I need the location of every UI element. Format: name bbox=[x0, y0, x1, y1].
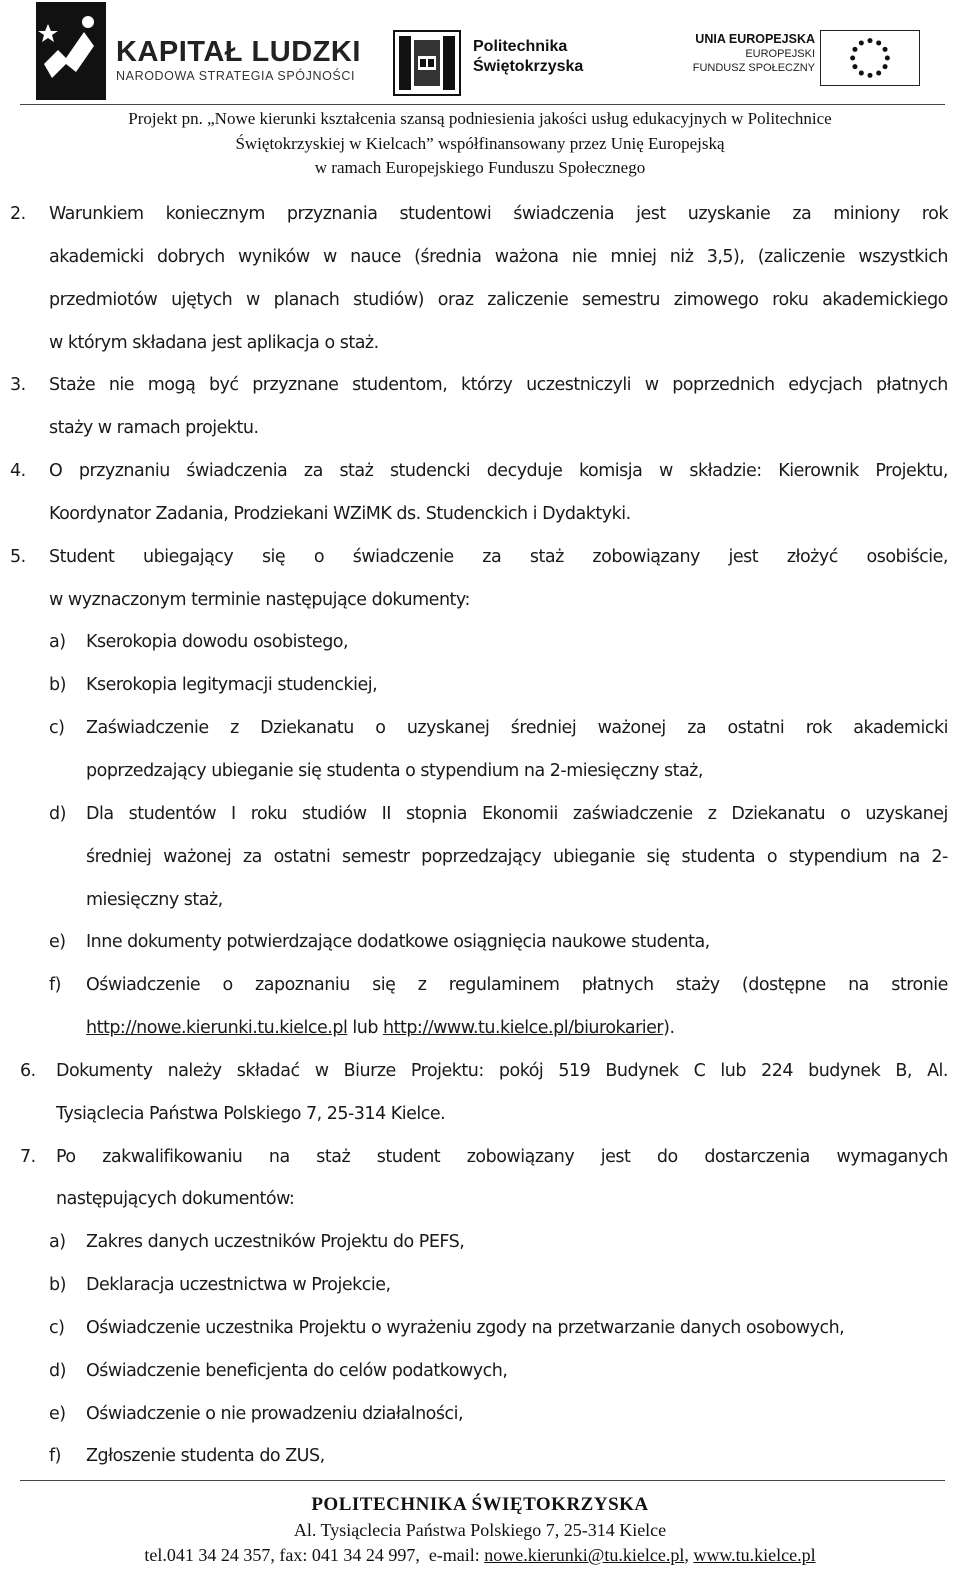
paragraph-5-item-c-line-1 bbox=[0, 709, 960, 752]
paragraph-7-text-2: następujących dokumentów: bbox=[56, 1189, 295, 1210]
item-text: miesięczny staż, bbox=[86, 889, 223, 910]
link-end: ). bbox=[663, 1018, 675, 1039]
kapital-ludzki-title: KAPITAŁ LUDZKI bbox=[116, 36, 361, 68]
paragraph-2-line-4 bbox=[0, 324, 960, 367]
kapital-ludzki-subtitle: NARODOWA STRATEGIA SPÓJNOŚCI bbox=[116, 69, 356, 83]
paragraph-5-item-f-line-1 bbox=[0, 966, 960, 1009]
paragraph-2-text-2: akademicki dobrych wyników w nauce (średnia ważona nie mniej niż 3,5), (zaliczenie wszystkich bbox=[49, 246, 948, 267]
paragraph-5-item-b bbox=[0, 666, 960, 709]
paragraph-5-item-d-line-2 bbox=[0, 838, 960, 881]
project-line-1: Projekt pn. „Nowe kierunki kształcenia szansą podniesienia jakości usług edukacyjnych w Politechnice bbox=[128, 109, 832, 128]
paragraph-3-line-1 bbox=[0, 366, 960, 409]
paragraph-7-item-e bbox=[0, 1395, 960, 1438]
footer-institution: POLITECHNIKA ŚWIĘTOKRZYSKA bbox=[311, 1494, 649, 1515]
paragraph-6-line-2 bbox=[0, 1095, 960, 1138]
paragraph-5-item-c-line-2 bbox=[0, 752, 960, 795]
item-label: d) bbox=[49, 1360, 66, 1381]
item-text: Oświadczenie uczestnika Projektu o wyrażeniu zgody na przetwarzanie danych osobowych, bbox=[86, 1317, 845, 1338]
politechnika-name-line2: Świętokrzyska bbox=[473, 58, 584, 75]
paragraph-4-line-2 bbox=[0, 495, 960, 538]
paragraph-4-line-1 bbox=[0, 452, 960, 495]
paragraph-5-text-2: w wyznaczonym terminie następujące dokumenty: bbox=[49, 589, 470, 610]
item-text: Kserokopia dowodu osobistego, bbox=[86, 632, 349, 653]
item-text: Zakres danych uczestników Projektu do PEFS, bbox=[86, 1232, 465, 1253]
item-label: c) bbox=[49, 1317, 65, 1338]
eu-flag-icon bbox=[820, 30, 920, 86]
item-label: a) bbox=[49, 1232, 66, 1253]
paragraph-6-text-2: Tysiąclecia Państwa Polskiego 7, 25-314 Kielce. bbox=[56, 1103, 446, 1124]
header-divider bbox=[20, 104, 945, 105]
paragraph-5-item-d-line-3 bbox=[0, 881, 960, 924]
item-label: d) bbox=[49, 803, 66, 824]
paragraph-2-text-1: Warunkiem koniecznym przyznania studentowi świadczenia jest uzyskanie za miniony rok bbox=[49, 204, 948, 224]
paragraph-5-item-f-line-2 bbox=[0, 1009, 960, 1052]
biuro-karier-link[interactable]: http://www.tu.kielce.pl/biurokarier bbox=[383, 1018, 664, 1039]
item-text: Dla studentów I roku studiów II stopnia Ekonomii zaświadczenie z Dziekanatu o uzyskanej bbox=[86, 803, 948, 824]
item-text: Oświadczenie o nie prowadzeniu działalności, bbox=[86, 1403, 464, 1424]
politechnika-name-line1: Politechnika bbox=[473, 38, 568, 55]
item-text: Kserokopia legitymacji studenckiej, bbox=[86, 675, 378, 696]
item-text: poprzedzający ubieganie się studenta o stypendium na 2-miesięczny staż, bbox=[86, 760, 703, 781]
paragraph-7-text-1: Po zakwalifikowaniu na staż student zobowiązany jest do dostarczenia wymaganych bbox=[56, 1146, 948, 1167]
paragraph-5-item-d-line-1 bbox=[0, 795, 960, 838]
item-label: c) bbox=[49, 718, 65, 739]
paragraph-6-text-1: Dokumenty należy składać w Biurze Projektu: pokój 519 Budynek C lub 224 budynek B, Al. bbox=[56, 1060, 948, 1081]
eu-line2: EUROPEJSKI bbox=[745, 48, 815, 60]
project-line-3: w ramach Europejskiego Funduszu Społecznego bbox=[314, 158, 646, 177]
paragraph-7-number: 7. bbox=[20, 1146, 36, 1167]
item-label: a) bbox=[49, 632, 66, 653]
footer bbox=[0, 1492, 960, 1568]
paragraph-5-item-a bbox=[0, 623, 960, 666]
politechnika-emblem-icon bbox=[393, 30, 461, 96]
kapital-ludzki-emblem-icon bbox=[36, 2, 106, 100]
politechnika-logo bbox=[393, 30, 613, 96]
header-logos bbox=[0, 0, 960, 104]
paragraph-3-line-2 bbox=[0, 409, 960, 452]
kapital-ludzki-logo bbox=[36, 2, 361, 100]
paragraph-2-number: 2. bbox=[10, 204, 26, 224]
paragraph-3-number: 3. bbox=[10, 375, 26, 396]
paragraph-7-item-a bbox=[0, 1223, 960, 1266]
paragraph-5-line-2 bbox=[0, 581, 960, 624]
item-label: e) bbox=[49, 1403, 66, 1424]
item-label: f) bbox=[49, 975, 61, 996]
paragraph-5-text-1: Student ubiegający się o świadczenie za staż zobowiązany jest złożyć osobiście, bbox=[49, 546, 948, 567]
item-text: średniej ważonej za ostatni semestr poprzedzający ubieganie się studenta o stypendium na 2- bbox=[86, 846, 948, 867]
paragraph-2-line-1 bbox=[0, 195, 960, 238]
eu-line3: FUNDUSZ SPOŁECZNY bbox=[692, 62, 815, 74]
document-body bbox=[0, 195, 960, 1480]
project-description bbox=[0, 107, 960, 181]
item-text: Zaświadczenie z Dziekanatu o uzyskanej średniej ważonej za ostatni rok akademicki bbox=[86, 718, 948, 739]
link-separator: lub bbox=[347, 1018, 383, 1039]
paragraph-4-text-1: O przyznaniu świadczenia za staż studencki decyduje komisja w składzie: Kierownik Projektu, bbox=[49, 461, 948, 482]
item-label: f) bbox=[49, 1446, 61, 1467]
paragraph-2-line-3 bbox=[0, 281, 960, 324]
paragraph-5-item-e bbox=[0, 923, 960, 966]
paragraph-5-line-1 bbox=[0, 538, 960, 581]
footer-email-link[interactable]: nowe.kierunki@tu.kielce.pl bbox=[484, 1545, 685, 1565]
paragraph-7-item-d bbox=[0, 1352, 960, 1395]
paragraph-2-line-2 bbox=[0, 238, 960, 281]
project-line-2: Świętokrzyskiej w Kielcach” współfinansowany przez Unię Europejską bbox=[235, 133, 725, 153]
footer-phone-fax: tel.041 34 24 357, fax: 041 34 24 997, e-mail: bbox=[144, 1545, 485, 1565]
footer-contact bbox=[0, 1542, 960, 1568]
paragraph-7-item-c bbox=[0, 1309, 960, 1352]
paragraph-7-line-2 bbox=[0, 1180, 960, 1223]
item-text: Deklaracja uczestnictwa w Projekcie, bbox=[86, 1275, 391, 1296]
item-label: b) bbox=[49, 675, 66, 696]
paragraph-2-text-4: w którym składana jest aplikacja o staż. bbox=[49, 332, 379, 353]
paragraph-6-line-1 bbox=[0, 1052, 960, 1095]
paragraph-7-item-b bbox=[0, 1266, 960, 1309]
eu-logo bbox=[692, 30, 920, 86]
paragraph-6-number: 6. bbox=[20, 1060, 36, 1081]
paragraph-2-text-3: przedmiotów ujętych w planach studiów) oraz zaliczenie semestru zimowego roku akademickiego bbox=[49, 289, 948, 310]
paragraph-4-number: 4. bbox=[10, 461, 26, 482]
footer-address: Al. Tysiąclecia Państwa Polskiego 7, 25-314 Kielce bbox=[293, 1520, 667, 1540]
item-label: e) bbox=[49, 932, 66, 953]
item-label: b) bbox=[49, 1275, 66, 1296]
footer-separator: , bbox=[684, 1545, 694, 1565]
paragraph-7-line-1 bbox=[0, 1138, 960, 1181]
nowe-kierunki-link[interactable]: http://nowe.kierunki.tu.kielce.pl bbox=[86, 1018, 348, 1039]
footer-divider bbox=[20, 1480, 945, 1481]
item-text: Oświadczenie beneficjenta do celów podatkowych, bbox=[86, 1360, 508, 1381]
eu-line1: UNIA EUROPEJSKA bbox=[695, 32, 815, 46]
item-text-links bbox=[86, 1018, 675, 1038]
paragraph-5-number: 5. bbox=[10, 546, 26, 567]
paragraph-4-text-2: Koordynator Zadania, Prodziekani WZiMK ds. Studenckich i Dydaktyki. bbox=[49, 503, 631, 524]
item-text: Oświadczenie o zapoznaniu się z regulaminem płatnych staży (dostępne na stronie bbox=[86, 975, 948, 996]
item-text: Zgłoszenie studenta do ZUS, bbox=[86, 1446, 325, 1467]
footer-www-link[interactable]: www.tu.kielce.pl bbox=[693, 1545, 816, 1565]
paragraph-7-item-f bbox=[0, 1437, 960, 1480]
paragraph-3-text-1: Staże nie mogą być przyznane studentom, którzy uczestniczyli w poprzednich edycjach płatnych bbox=[49, 375, 948, 396]
item-text: Inne dokumenty potwierdzające dodatkowe osiągnięcia naukowe studenta, bbox=[86, 932, 710, 953]
paragraph-3-text-2: staży w ramach projektu. bbox=[49, 418, 259, 439]
